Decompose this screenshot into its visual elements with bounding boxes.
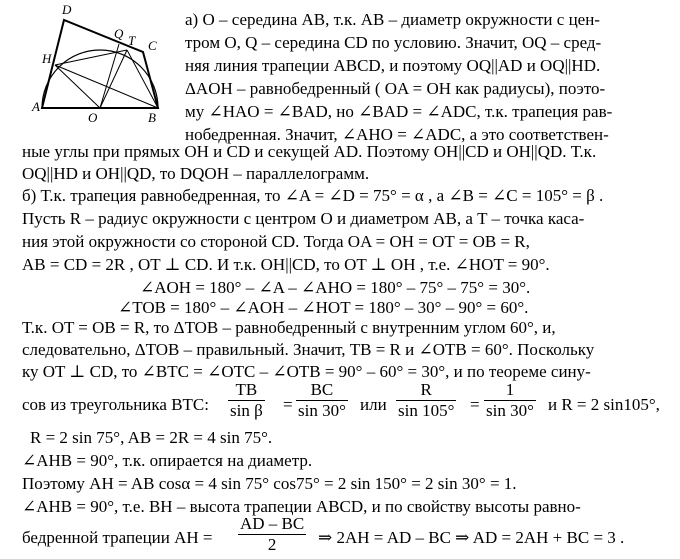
label-H: H (42, 51, 52, 66)
fraction-BC-sin30 (296, 380, 348, 421)
text-line: ку OT ⊥ CD, то ∠BTC = ∠OTC – ∠OTB = 90° – 60° = 30°, и по теореме сину- (22, 362, 591, 381)
text-line: нобедренная. Значит, ∠AHO = ∠ADC, а это соответствен- (185, 125, 609, 144)
text-line: следовательно, ΔTOB – правильный. Значит, TB = R и ∠OTB = 60°. Поскольку (22, 340, 595, 359)
fraction-AD-BC-2 (238, 514, 306, 555)
text-line: няя линия трапеции ABCD, и поэтому OQ||AD и OQ||HD. (185, 56, 601, 75)
text-line: Т.к. OT = OB = R, то ΔTOB – равнобедренный с внутренним углом 60°, и, (22, 318, 556, 337)
fraction-denominator: 2 (267, 535, 277, 554)
text-line: ΔAOH – равнобедренный ( OA = OH как радиусы), поэто- (185, 79, 606, 98)
text-line: а) O – середина AB, т.к. AB – диаметр окружности с цен- (185, 10, 600, 29)
text-line: ∠AHB = 90°, т.е. BH – высота трапеции ABCD, и по свойству высоты равно- (22, 497, 581, 516)
fraction-denominator: sin β (230, 401, 263, 420)
text-line: бедренной трапеции AH = (22, 528, 213, 547)
text-line: сов из треугольника BTC: (22, 395, 209, 414)
text-line: ∠AOH = 180° – ∠A – ∠AHO = 180° – 75° – 75° = 30°. (140, 278, 531, 297)
fraction-denominator: sin 30° (486, 401, 534, 420)
equals-sign: = (283, 395, 293, 414)
text-line: AB = CD = 2R , OT ⊥ CD. И т.к. OH||CD, то OT ⊥ OH , т.е. ∠HOT = 90°. (22, 255, 550, 274)
equals-sign: = (470, 395, 480, 414)
text-line: Поэтому AH = AB cosα = 4 sin 75° cos75° = 2 sin 150° = 2 sin 30° = 1. (22, 474, 517, 493)
fraction-numerator: AD – BC (240, 514, 305, 533)
fraction-numerator: BC (296, 380, 348, 401)
text-line: тром O, Q – середина CD по условию. Значит, OQ – сред- (185, 33, 602, 52)
fraction-numerator: R (396, 380, 456, 401)
label-T: T (128, 33, 136, 48)
fraction-numerator: 1 (484, 380, 536, 401)
text-line: и R = 2 sin105°, (548, 395, 660, 414)
label-O: O (88, 110, 98, 125)
fraction-R-sin105 (396, 380, 456, 421)
label-C: C (148, 38, 157, 53)
label-D: D (62, 2, 72, 17)
label-Q: Q (114, 26, 124, 41)
fraction-TB-sinbeta (228, 380, 265, 421)
text-line: б) Т.к. трапеция равнобедренная, то ∠A = ∠D = 75° = α , а ∠B = ∠C = 105° = β . (22, 186, 604, 205)
text-line: му ∠HAO = ∠BAD, но ∠BAD = ∠ADC, т.к. трапеция рав- (185, 102, 613, 121)
text-line: OQ||HD и OH||QD, то DQOH – параллелограмм. (22, 164, 370, 183)
fraction-1-sin30 (484, 380, 536, 421)
text-line: или (360, 395, 387, 414)
text-line: R = 2 sin 75°, AB = 2R = 4 sin 75°. (30, 428, 273, 447)
label-A: A (32, 99, 40, 114)
label-B: B (148, 110, 156, 125)
text-line: ∠TOB = 180° – ∠AOH – ∠HOT = 180° – 30° – 90° = 60°. (118, 298, 529, 317)
text-line: ные углы при прямых OH и CD и секущей AD. Поэтому OH||CD и OH||QD. Т.к. (22, 142, 597, 161)
text-line: ния этой окружности со стороной CD. Тогда OA = OH = OT = OB = R, (22, 232, 530, 251)
fraction-denominator: sin 30° (298, 401, 346, 420)
fraction-numerator: TB (228, 380, 265, 401)
text-line: Пусть R – радиус окружности с центром O и диаметром AB, а T – точка каса- (22, 209, 585, 228)
fraction-denominator: sin 105° (398, 401, 455, 420)
text-line: ∠AHB = 90°, т.к. опирается на диаметр. (22, 451, 313, 470)
text-line: ⇒ 2AH = AD – BC ⇒ AD = 2AH + BC = 3 . (318, 528, 625, 547)
